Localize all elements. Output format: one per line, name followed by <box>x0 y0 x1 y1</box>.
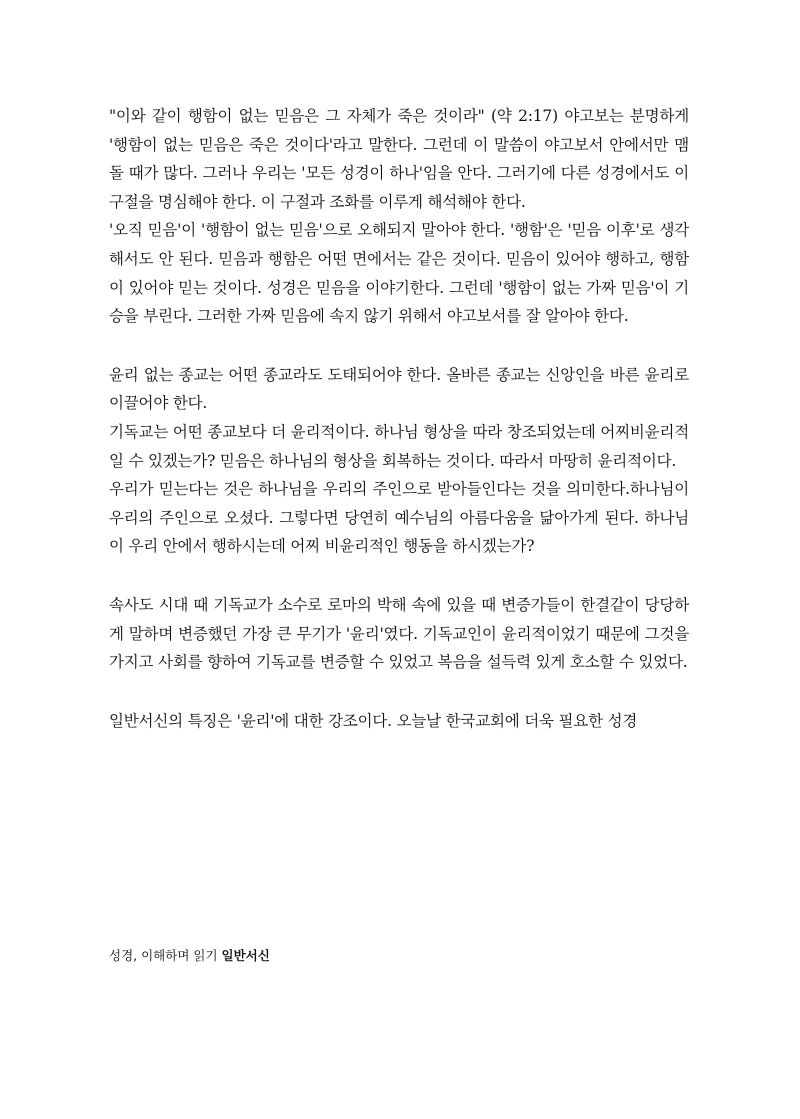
paragraph-god-as-lord: 우리가 믿는다는 것은 하나님을 우리의 주인으로 받아들인다는 것을 의미한다.하나님이 우리의 주인으로 오셨다. 그렇다면 당연히 예수님의 아름다움을 닮아가게 된다. 하나님이 우리 안에서 행하시는데 어찌 비윤리적인 행동을 하시겠는가? <box>109 480 689 556</box>
paragraph-christianity-ethical: 기독교는 어떤 종교보다 더 윤리적이다. 하나님 형상을 따라 창조되었는데 어찌비윤리적일 수 있겠는가? 믿음은 하나님의 형상을 회복하는 것이다. 따라서 마땅히 윤리적이다. <box>109 422 689 470</box>
paragraph-general-epistles: 일반서신의 특징은 '윤리'에 대한 강조이다. 오늘날 한국교회에 더욱 필요한 성경 <box>109 711 638 730</box>
paragraph-james-2-17: "이와 같이 행함이 없는 믿음은 그 자체가 죽은 것이라" (약 2:17) 야고보는 분명하게 '행함이 없는 믿음은 죽은 것이다'라고 말한다. 그런데 이 말씀이 야고보서 안에서만 맴돌 때가 많다. 그러나 우리는 '모든 성경이 하나'임을 안다. 그러기에 다른 성경에서도 이 구절을 명심해야 한다. 이 구절과 조화를 이루게 해석해야 한다. <box>109 107 689 211</box>
page-footer <box>109 946 689 964</box>
paragraph-faith-only: '오직 믿음'이 '행함이 없는 믿음'으로 오해되지 말아야 한다. '행함'은 '믿음 이후'로 생각해서도 안 된다. 믿음과 행함은 어떤 면에서는 같은 것이다. 믿음이 있어야 행하고, 행함이 있어야 믿는 것이다. 성경은 믿음을 이야기한다. 그런데 '행함이 없는 가짜 믿음'이 기승을 부린다. 그러한 가짜 믿음에 속지 않기 위해서 야고보서를 잘 알아야 한다. <box>109 221 689 326</box>
paragraph-gap <box>109 561 689 591</box>
footer-book-title: 성경, 이해하며 읽기 <box>109 948 222 963</box>
paragraph-religion-ethics: 윤리 없는 종교는 어떤 종교라도 도태되어야 한다. 올바른 종교는 신앙인을 바른 윤리로 이끌어야 한다. <box>109 365 689 413</box>
paragraph-gap <box>109 677 689 707</box>
footer-section-title: 일반서신 <box>221 948 270 963</box>
paragraph-gap <box>109 331 689 361</box>
paragraph-apologists: 속사도 시대 때 기독교가 소수로 로마의 박해 속에 있을 때 변증가들이 한결같이 당당하게 말하며 변증했던 가장 큰 무기가 '윤리'였다. 기독교인이 윤리적이었기 때문에 그것을 가지고 사회를 향하여 기독교를 변증할 수 있었고 복음을 설득력 있게 호소할 수 있었다. <box>109 595 689 672</box>
body-text <box>109 102 689 735</box>
